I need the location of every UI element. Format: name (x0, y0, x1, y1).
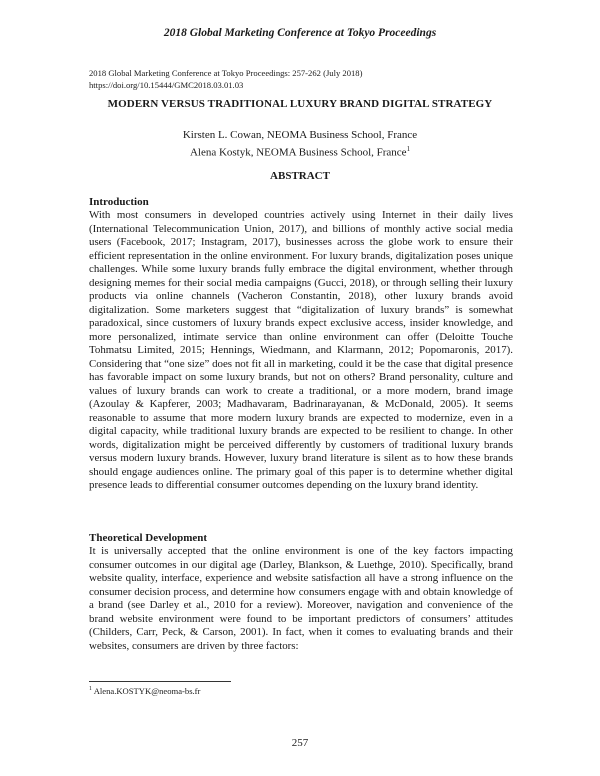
author-line (0, 142, 600, 160)
doi-link[interactable]: https://doi.org/10.15444/GMC2018.03.01.03 (89, 79, 244, 90)
citation-line: 2018 Global Marketing Conference at Tokyo Proceedings: 257-262 (July 2018) (89, 68, 363, 78)
author-line: Kirsten L. Cowan, NEOMA Business School, France (182, 129, 418, 141)
footnote-email: Alena.KOSTYK@neoma-bs.fr (93, 686, 201, 696)
section-body-theoretical-development: It is universally accepted that the online environment is one of the key factors impacting consumer outcomes in our digital age (Darley, Blankson, & Luethge, 2010). Specifically, brand website quality, interface, experience and website satisfaction all have a strong influence on the consumer decision process, and determine how consumers engage with and obtain knowledge of a brand (see Darley et al., 2010 for a review). Moreover, navigation and convenience of the brand website environment were found to be important predictors of consumers’ attitudes (Childers, Carr, Peck, & Carson, 2001). In fact, when it comes to evaluating brands and their websites, consumers are driven by three factors: (89, 545, 513, 652)
abstract-heading: ABSTRACT (270, 170, 330, 182)
section-heading-theoretical-development: Theoretical Development (89, 532, 208, 544)
footnote (89, 686, 200, 696)
section-body-introduction: With most consumers in developed countries actively using Internet in their daily lives (International Telecommunication Union, 2017), and billions of monthly active social media users (Facebook, 2017; Instagram, 2017), businesses across the globe work to ensure their efficient representation in the online environment. For luxury brands, digitalization poses unique challenges. While some luxury brands fully embrace the digital environment, whether through designing memes for their social media campaigns (Gucci, 2018), or through selling their luxury products via online channels (Vacheron Constantin, 2018), other luxury brands avoid digitalization. Some marketers suggest that “digitalization of luxury brands” is somewhat paradoxical, since customers of luxury brands expect exclusive access, insider knowledge, and more personalized, intimate service than online environment can offer (Deloitte Touche Tohmatsu Limited, 2015; Hennings, Wiedmann, and Klarmann, 2012; Popomaronis, 2017). Considering that “one size” does not fit all in marketing, could it be the case that digital presence has favorable impact on some luxury brands, but not on others? Brand personality, culture and values of luxury brands can work to create a traditional, or a more modern, brand image (Azoulay & Kapferer, 2003; Madhavaram, Badrinarayanan, & McDonald, 2005). It seems reasonable to assume that more modern luxury brands are expected to modernize, even in a digital capacity, while traditional luxury brands are expected to be resilient to change. In other words, digitalization might be perceived differently by customers of traditional luxury brands versus modern luxury brands. However, luxury brand literature is silent as to how these brands should engage audiences online. The primary goal of this paper is to determine whether digital presence leads to differential consumer outcomes depending on the luxury brand identity. (89, 209, 513, 491)
footnote-divider (89, 681, 231, 682)
paper-title: MODERN VERSUS TRADITIONAL LUXURY BRAND DIGITAL STRATEGY (107, 98, 493, 110)
citation-block (89, 68, 362, 91)
page-number: 257 (291, 737, 309, 749)
footnote-number: 1 (89, 686, 92, 693)
author-block (0, 128, 600, 160)
section-heading-introduction: Introduction (89, 196, 149, 208)
author-name: Alena Kostyk, NEOMA Business School, France (189, 146, 407, 159)
running-header: 2018 Global Marketing Conference at Tokyo Proceedings (163, 27, 437, 39)
footnote-marker: 1 (406, 145, 411, 153)
